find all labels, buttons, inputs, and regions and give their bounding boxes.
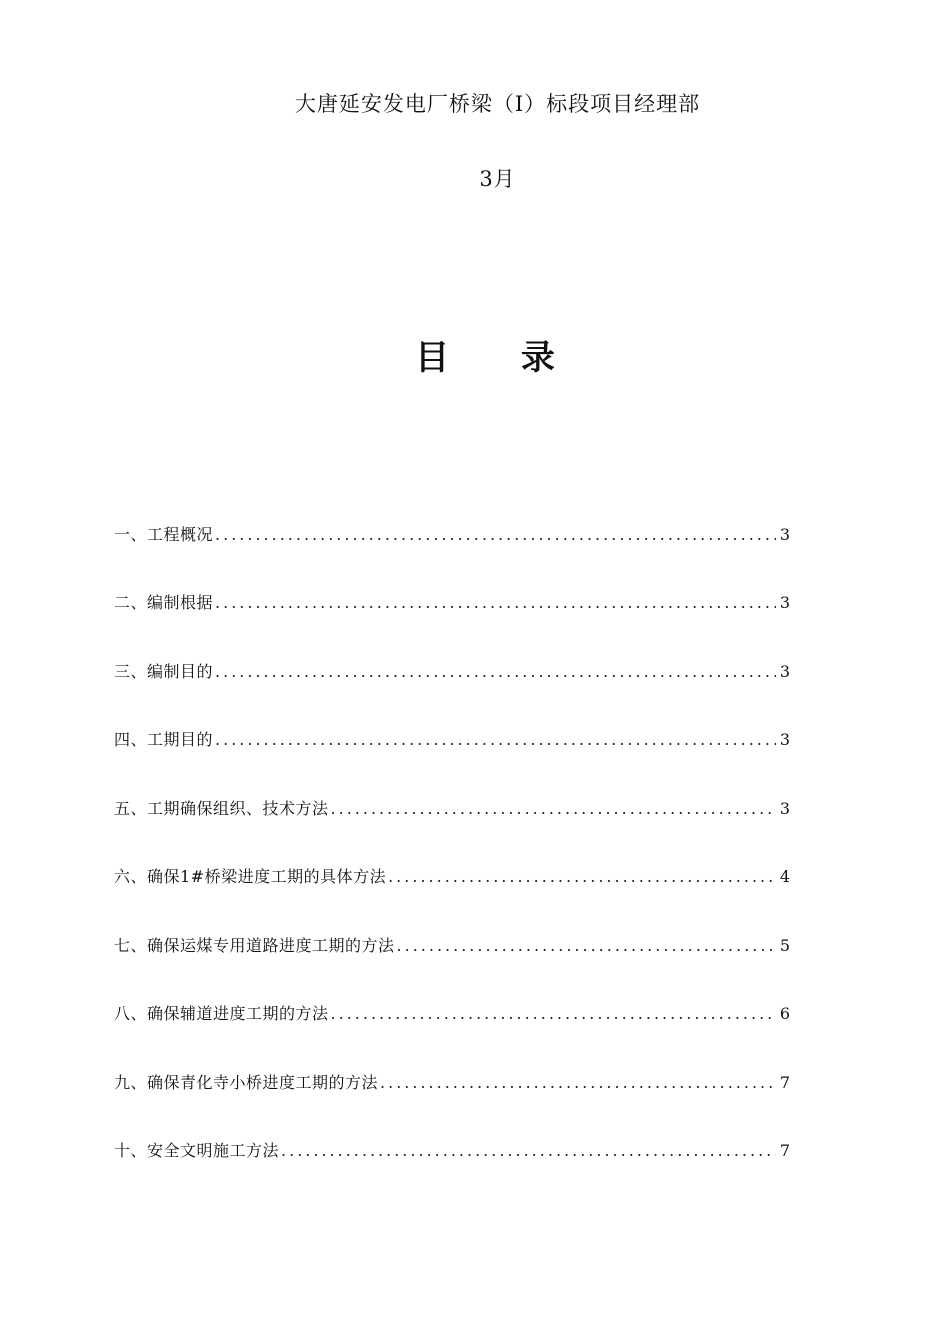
toc-entry-label: 八、确保辅道进度工期的方法 <box>114 1004 329 1023</box>
toc-entry-label: 三、编制目的 <box>114 661 214 681</box>
toc-entry-label: 五、工期确保组织、技术方法 <box>114 798 329 818</box>
toc-entry[interactable] <box>114 615 790 684</box>
toc-title: 目 录 <box>415 338 585 378</box>
toc-entry-page: 7 <box>779 1141 790 1160</box>
toc-leader-dots <box>281 1139 776 1163</box>
organization-name: 大唐延安发电厂桥梁（Ⅰ）标段项目经理部 <box>294 92 701 116</box>
toc-entry-label: 一、工程概况 <box>114 524 214 544</box>
toc-entry-page: 3 <box>779 661 790 681</box>
table-of-contents <box>114 478 790 1163</box>
toc-entry-label: 四、工期目的 <box>114 730 214 749</box>
toc-entry-label: 六、确保1#桥梁进度工期的具体方法 <box>114 867 387 886</box>
toc-entry-page: 6 <box>779 1004 790 1023</box>
toc-leader-dots <box>331 797 776 821</box>
toc-entry-label: 七、确保运煤专用道路进度工期的方法 <box>114 935 395 955</box>
toc-entry-page: 7 <box>779 1072 790 1092</box>
toc-entry-page: 3 <box>779 593 790 612</box>
toc-entry[interactable] <box>114 752 790 821</box>
toc-entry[interactable] <box>114 1095 790 1164</box>
toc-leader-dots <box>215 523 776 547</box>
toc-leader-dots <box>380 1071 776 1095</box>
toc-leader-dots <box>397 934 776 958</box>
document-date: 3月 <box>479 167 516 191</box>
toc-entry-page: 3 <box>779 524 790 544</box>
toc-leader-dots <box>388 865 776 889</box>
toc-leader-dots <box>215 591 776 615</box>
toc-entry-label: 十、安全文明施工方法 <box>114 1141 280 1160</box>
toc-entry[interactable] <box>114 478 790 547</box>
toc-entry[interactable] <box>114 958 790 1027</box>
toc-entry-page: 3 <box>779 730 790 749</box>
toc-entry-page: 3 <box>779 798 790 818</box>
toc-entry[interactable] <box>114 889 790 958</box>
toc-entry[interactable] <box>114 1026 790 1095</box>
toc-leader-dots <box>331 1002 776 1026</box>
toc-entry-page: 5 <box>779 935 790 955</box>
toc-entry[interactable] <box>114 547 790 616</box>
toc-entry[interactable] <box>114 684 790 753</box>
toc-leader-dots <box>215 660 776 684</box>
toc-entry-label: 二、编制根据 <box>114 593 214 612</box>
toc-entry-page: 4 <box>779 867 790 886</box>
toc-entry[interactable] <box>114 821 790 890</box>
toc-leader-dots <box>215 728 776 752</box>
toc-entry-label: 九、确保青化寺小桥进度工期的方法 <box>114 1072 379 1092</box>
